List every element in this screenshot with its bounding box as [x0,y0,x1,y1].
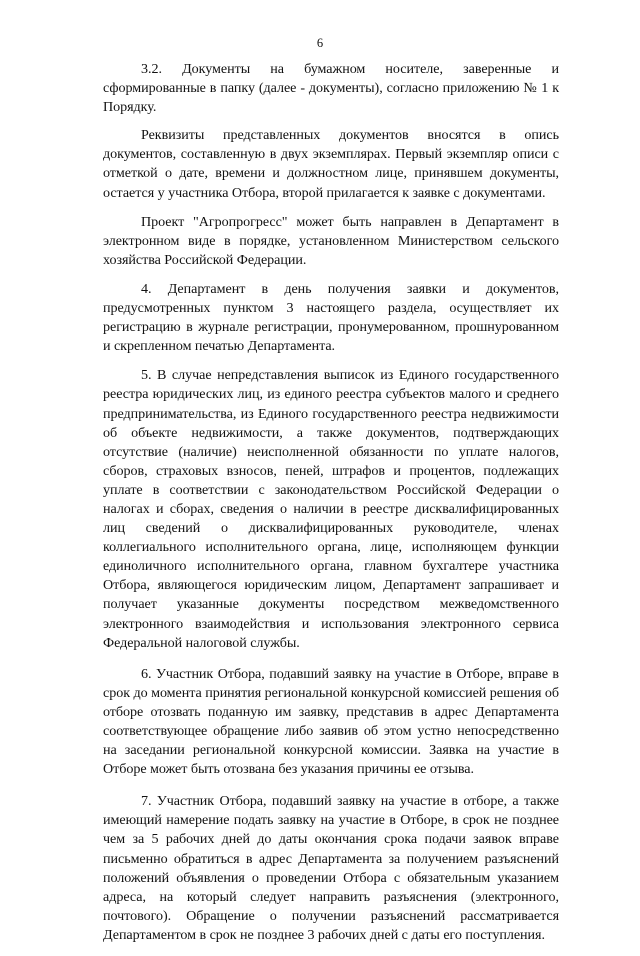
page-number: 6 [316,36,324,50]
paragraph-5-interagency-request: 5. В случае непредставления выписок из Единого государственного реестра юридических лиц, из единого реестра субъектов малого и среднего предпринимательства, из Единого государственного реестра недвижимости об объекте недвижимости, а также документов, подтверждающих отсутствие (наличие) неисполненной обязанности по уплате налогов, сборов, страховых взносов, пеней, штрафов и процентов, подлежащих уплате в соответствии с законодательством Российской Федерации о налогах и сборах, сведения о наличии в реестре дисквалифицированных лиц сведений о дисквалифицированных руководителе, членах коллегиального исполнительного органа, лице, исполняющем функции единоличного исполнительного органа, главном бухгалтере участника Отбора, являющегося юридическим лицом, Департамент запрашивает и получает указанные документы посредством межведомственного электронного взаимодействия и использования электронного сервиса Федеральной налоговой службы. [103,367,559,651]
paragraph-4-registration: 4. Департамент в день получения заявки и документов, предусмотренных пунктом 3 настоящего раздела, осуществляет их регистрацию в журнале регистрации, пронумерованном, прошнурованном и скрепленном печатью Департамента. [103,280,559,355]
document-body [103,60,559,956]
paragraph-3-2-documents: 3.2. Документы на бумажном носителе, заверенные и сформированные в папку (далее - документы), согласно приложению № 1 к Порядку. [103,61,559,116]
paragraph-7-clarifications: 7. Участник Отбора, подавший заявку на участие в отборе, а также имеющий намерение подать заявку на участие в Отборе, в срок не позднее чем за 5 рабочих дней до даты окончания срока подачи заявок вправе письменно обратиться в адрес Департамента за получением разъяснений положений объявления о проведении Отбора с обязательным указанием адреса, на который следует направить разъяснения (электронного, почтового). Обращение о получении разъяснений рассматривается Департаментом в срок не позднее 3 рабочих дней с даты его поступления. [103,793,559,943]
paragraph-document-inventory: Реквизиты представленных документов вносятся в опись документов, составленную в двух экземплярах. Первый экземпляр описи с отметкой о дате, времени и должностном лице, принявшем документы, остается у участника Отбора, второй прилагается к заявке с документами. [103,127,559,201]
paragraph-agroprogress-project: Проект "Агропрогресс" может быть направлен в Департамент в электронном виде в порядке, установленном Министерством сельского хозяйства Российской Федерации. [103,213,559,268]
paragraph-6-application-withdrawal: 6. Участник Отбора, подавший заявку на участие в Отборе, вправе в срок до момента принятия региональной конкурсной комиссией решения об отборе отозвать поданную им заявку, представив в адрес Департамента соответствующее обращение либо заявив об этом устно непосредственно на заседании региональной конкурсной комиссии. Заявка на участие в Отборе может быть отозвана без указания причины ее отзыва. [103,665,559,778]
